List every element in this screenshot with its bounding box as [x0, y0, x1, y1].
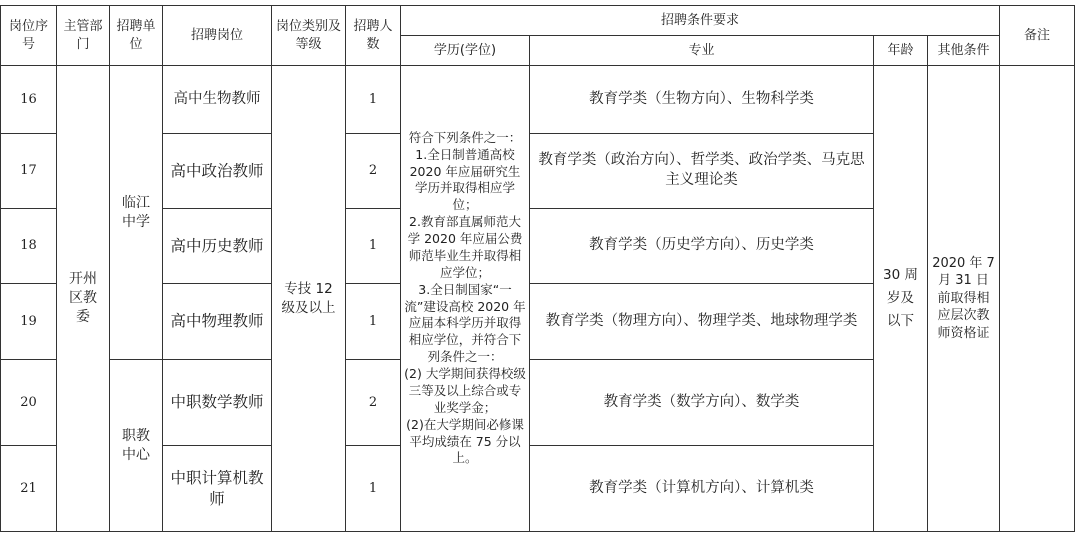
unit-cell-linjiang: 临江中学 [110, 66, 163, 360]
major-cell: 教育学类（物理方向）、物理学类、地球物理学类 [530, 284, 874, 360]
seq-cell: 20 [1, 360, 57, 446]
header-requirements: 招聘条件要求 [401, 6, 1000, 36]
major-cell: 教育学类（政治方向）、哲学类、政治学类、马克思主义理论类 [530, 134, 874, 209]
header-education: 学历(学位) [401, 36, 530, 66]
post-cell: 中职计算机教师 [163, 446, 272, 532]
header-unit: 招聘单位 [110, 6, 163, 66]
count-cell: 1 [346, 66, 401, 134]
count-cell: 2 [346, 134, 401, 209]
education-cell: 符合下列条件之一： 1.全日制普通高校 2020 年应届研究生学历并取得相应学位； 2.教育部直属师范大学 2020 年应届公费师范毕业生并取得相应学位； 3.全日制国家“一流”建设高校 2020 年应届本科学历并取得相应学位，并符合下列条件之一： (2) 大学期间获得校级三等及以上综合或专业奖学金； (2)在大学期间必修课平均成绩在 75 分以上。 [401, 66, 530, 532]
seq-cell: 21 [1, 446, 57, 532]
major-cell: 教育学类（数学方向）、数学类 [530, 360, 874, 446]
header-dept: 主管部门 [57, 6, 110, 66]
dept-cell: 开州区教委 [57, 66, 110, 532]
unit-cell-zhijiao: 职教中心 [110, 360, 163, 532]
header-age: 年龄 [874, 36, 928, 66]
seq-cell: 19 [1, 284, 57, 360]
major-cell: 教育学类（计算机方向）、计算机类 [530, 446, 874, 532]
major-cell: 教育学类（历史学方向）、历史学类 [530, 209, 874, 284]
seq-cell: 16 [1, 66, 57, 134]
recruitment-table [0, 5, 1075, 532]
post-cell: 高中政治教师 [163, 134, 272, 209]
post-cell: 高中物理教师 [163, 284, 272, 360]
other-cell: 2020 年 7 月 31 日前取得相应层次教师资格证 [928, 66, 1000, 532]
category-cell: 专技 12 级及以上 [272, 66, 346, 532]
count-cell: 1 [346, 209, 401, 284]
header-post: 招聘岗位 [163, 6, 272, 66]
note-cell [1000, 66, 1075, 532]
header-category: 岗位类别及等级 [272, 6, 346, 66]
count-cell: 1 [346, 446, 401, 532]
count-cell: 1 [346, 284, 401, 360]
post-cell: 高中生物教师 [163, 66, 272, 134]
table-row [1, 66, 1075, 134]
count-cell: 2 [346, 360, 401, 446]
major-cell: 教育学类（生物方向）、生物科学类 [530, 66, 874, 134]
age-cell: 30 周岁及以下 [874, 66, 928, 532]
header-count: 招聘人数 [346, 6, 401, 66]
header-major: 专业 [530, 36, 874, 66]
post-cell: 高中历史教师 [163, 209, 272, 284]
header-other: 其他条件 [928, 36, 1000, 66]
seq-cell: 18 [1, 209, 57, 284]
post-cell: 中职数学教师 [163, 360, 272, 446]
header-seq: 岗位序号 [1, 6, 57, 66]
header-row-1 [1, 6, 1075, 36]
header-note: 备注 [1000, 6, 1075, 66]
seq-cell: 17 [1, 134, 57, 209]
